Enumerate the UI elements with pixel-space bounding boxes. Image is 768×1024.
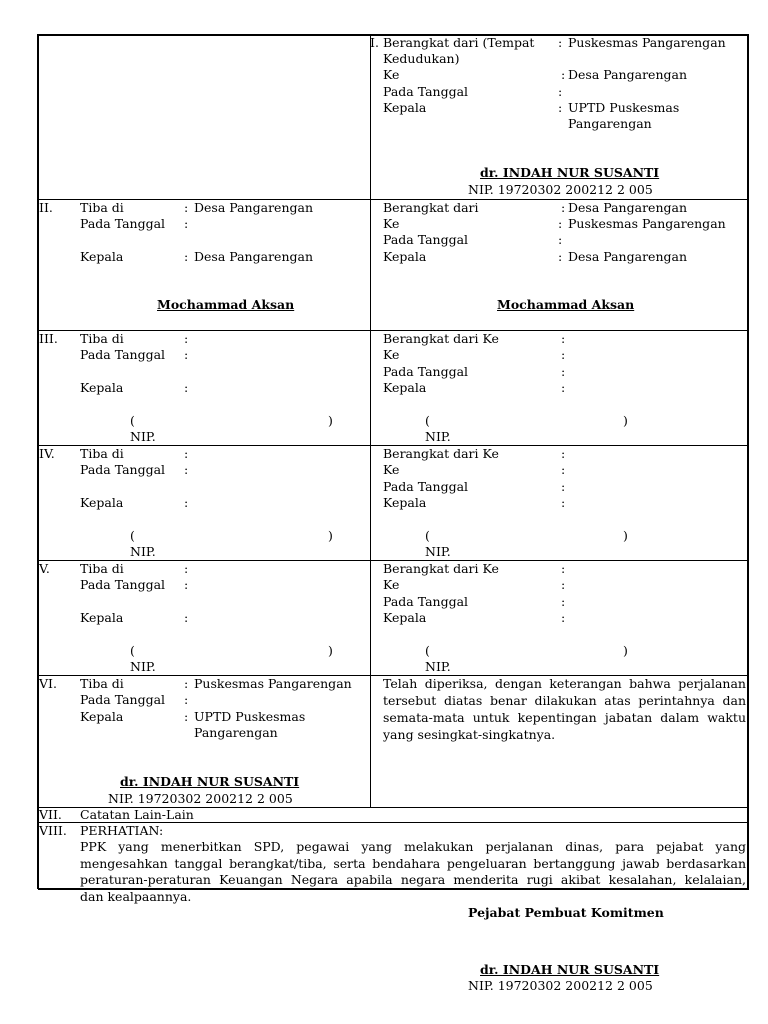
label-kepala: Kepala: [80, 709, 124, 724]
nip-label: NIP.: [425, 544, 451, 559]
label-berangkat-dari-ke: Berangkat dari Ke: [383, 331, 499, 346]
section-number: IV.: [39, 446, 55, 461]
colon: :: [184, 347, 189, 362]
section-number: VII.: [39, 807, 62, 822]
signature-paren-open: (: [130, 643, 135, 658]
section-number: VIII.: [39, 823, 67, 838]
label-kepala: Kepala: [383, 100, 427, 115]
section-number: I.: [370, 35, 379, 50]
colon: :: [558, 84, 563, 99]
nip-label: NIP.: [130, 659, 156, 674]
colon: :: [561, 380, 566, 395]
signature-paren-close: ): [623, 413, 628, 428]
table-border-right: [747, 34, 749, 889]
signature-paren-close: ): [623, 643, 628, 658]
text-line: semata-mata untuk kepentingan jabatan dalam waktu: [383, 710, 746, 725]
nip-label: NIP.: [130, 544, 156, 559]
signer-name: dr. INDAH NUR SUSANTI: [120, 774, 300, 789]
label-pada-tanggal: Pada Tanggal: [80, 692, 166, 707]
footer-role: Pejabat Pembuat Komitmen: [468, 905, 664, 920]
colon: :: [184, 561, 189, 576]
signature-paren-open: (: [425, 643, 430, 658]
footer-signer-nip: NIP. 19720302 200212 2 005: [468, 978, 653, 993]
colon: :: [561, 479, 566, 494]
section-number: III.: [39, 331, 58, 346]
signature-paren-open: (: [130, 413, 135, 428]
label-catatan: Catatan Lain-Lain: [80, 807, 194, 822]
value-kepala: Desa Pangarengan: [568, 249, 687, 264]
value-berangkat-dari: Desa Pangarengan: [568, 200, 687, 215]
colon: :: [561, 462, 566, 477]
signature-paren-open: (: [425, 413, 430, 428]
label-tiba-di: Tiba di: [80, 446, 124, 461]
label-berangkat-dari-ke: Berangkat dari Ke: [383, 561, 499, 576]
colon: :: [561, 200, 566, 215]
colon: :: [558, 100, 563, 115]
label-kepala: Kepala: [80, 249, 124, 264]
signature-paren-open: (: [425, 528, 430, 543]
label-kepala: Kepala: [383, 610, 427, 625]
label-kepala: Kepala: [383, 495, 427, 510]
value-kepala: Desa Pangarengan: [194, 249, 313, 264]
text-line: dan kealpaannya.: [80, 888, 192, 904]
text-line: tersebut diatas benar dilakukan atas perintahnya dan: [383, 693, 746, 708]
colon: :: [184, 446, 189, 461]
text-line: peraturan-peraturan Keuangan Negara apabila negara menderita rugi akibat kesalahan, kelalaian,: [80, 872, 746, 887]
colon: :: [184, 495, 189, 510]
colon: :: [184, 380, 189, 395]
value-ke: Desa Pangarengan: [568, 67, 687, 82]
colon: :: [184, 249, 189, 264]
colon: :: [558, 216, 563, 231]
label-pada-tanggal: Pada Tanggal: [80, 347, 166, 362]
signer-nip: NIP. 19720302 200212 2 005: [108, 791, 293, 806]
colon: :: [561, 561, 566, 576]
label-kepala: Kepala: [383, 249, 427, 264]
value-ke: Puskesmas Pangarengan: [568, 216, 726, 231]
label-kepala: Kepala: [383, 380, 427, 395]
colon: :: [184, 692, 189, 707]
label-ke: Ke: [383, 577, 400, 592]
label-berangkat-dari: Berangkat dari (Tempat: [383, 35, 535, 50]
label-pada-tanggal: Pada Tanggal: [383, 232, 469, 247]
label-kepala: Kepala: [80, 380, 124, 395]
value-tiba-di: Desa Pangarengan: [194, 200, 313, 215]
colon: :: [561, 594, 566, 609]
label-pada-tanggal: Pada Tanggal: [383, 594, 469, 609]
value-kepala-cont: Pangarengan: [194, 725, 278, 740]
signature-paren-close: ): [328, 413, 333, 428]
value-kepala-cont: Pangarengan: [568, 116, 652, 131]
value-tiba-di: Puskesmas Pangarengan: [194, 676, 352, 691]
colon: :: [184, 676, 189, 691]
label-tiba-di: Tiba di: [80, 331, 124, 346]
signature-paren-close: ): [328, 643, 333, 658]
colon: :: [184, 610, 189, 625]
text-line: PPK yang menerbitkan SPD, pegawai yang melakukan perjalanan dinas, para pejabat yang: [80, 839, 746, 854]
colon: :: [561, 331, 566, 346]
label-pada-tanggal: Pada Tanggal: [80, 577, 166, 592]
text-line: Telah diperiksa, dengan keterangan bahwa perjalanan: [383, 676, 746, 691]
colon: :: [558, 249, 563, 264]
label-ke: Ke: [383, 67, 400, 82]
colon: :: [184, 462, 189, 477]
colon: :: [561, 347, 566, 362]
colon: :: [184, 200, 189, 215]
signer-nip: NIP. 19720302 200212 2 005: [468, 182, 653, 197]
label-pada-tanggal: Pada Tanggal: [80, 216, 166, 231]
colon: :: [561, 364, 566, 379]
nip-label: NIP.: [130, 429, 156, 444]
colon: :: [561, 495, 566, 510]
colon: :: [184, 709, 189, 724]
signature-paren-close: ): [623, 528, 628, 543]
value-kepala: UPTD Puskesmas: [194, 709, 306, 724]
nip-label: NIP.: [425, 659, 451, 674]
signer-name-left: Mochammad Aksan: [157, 297, 295, 312]
label-pada-tanggal: Pada Tanggal: [383, 479, 469, 494]
label-pada-tanggal: Pada Tanggal: [80, 462, 166, 477]
colon: :: [561, 610, 566, 625]
colon: :: [184, 216, 189, 231]
signature-paren-close: ): [328, 528, 333, 543]
colon: :: [184, 577, 189, 592]
signer-name: dr. INDAH NUR SUSANTI: [480, 165, 660, 180]
label-pada-tanggal: Pada Tanggal: [383, 84, 469, 99]
label-berangkat-dari-ke: Berangkat dari Ke: [383, 446, 499, 461]
label-tiba-di: Tiba di: [80, 200, 124, 215]
label-ke: Ke: [383, 462, 400, 477]
label-tiba-di: Tiba di: [80, 561, 124, 576]
signer-name-right: Mochammad Aksan: [497, 297, 635, 312]
signature-paren-open: (: [130, 528, 135, 543]
label-tiba-di: Tiba di: [80, 676, 124, 691]
colon: :: [561, 446, 566, 461]
value-kepala: UPTD Puskesmas: [568, 100, 680, 115]
label-kepala: Kepala: [80, 495, 124, 510]
column-divider: [370, 34, 371, 807]
label-pada-tanggal: Pada Tanggal: [383, 364, 469, 379]
section-number: VI.: [39, 676, 57, 691]
text-line: mengesahkan tanggal berangkat/tiba, serta bendahara pengeluaran bertanggung jawab berdasarkan: [80, 855, 746, 871]
colon: :: [558, 232, 563, 247]
value-berangkat-dari: Puskesmas Pangarengan: [568, 35, 726, 50]
label-kepala: Kepala: [80, 610, 124, 625]
text-line: yang sesingkat-singkatnya.: [383, 727, 556, 742]
colon: :: [558, 35, 563, 50]
label-ke: Ke: [383, 216, 400, 231]
colon: :: [184, 331, 189, 346]
label-perhatian: PERHATIAN:: [80, 823, 164, 838]
section-number: II.: [39, 200, 53, 215]
colon: :: [561, 577, 566, 592]
label-berangkat-dari-cont: Kedudukan): [383, 51, 460, 66]
colon: :: [561, 67, 566, 82]
nip-label: NIP.: [425, 429, 451, 444]
label-ke: Ke: [383, 347, 400, 362]
label-berangkat-dari: Berangkat dari: [383, 200, 479, 215]
footer-signer-name: dr. INDAH NUR SUSANTI: [480, 962, 660, 977]
section-number: V.: [39, 561, 50, 576]
